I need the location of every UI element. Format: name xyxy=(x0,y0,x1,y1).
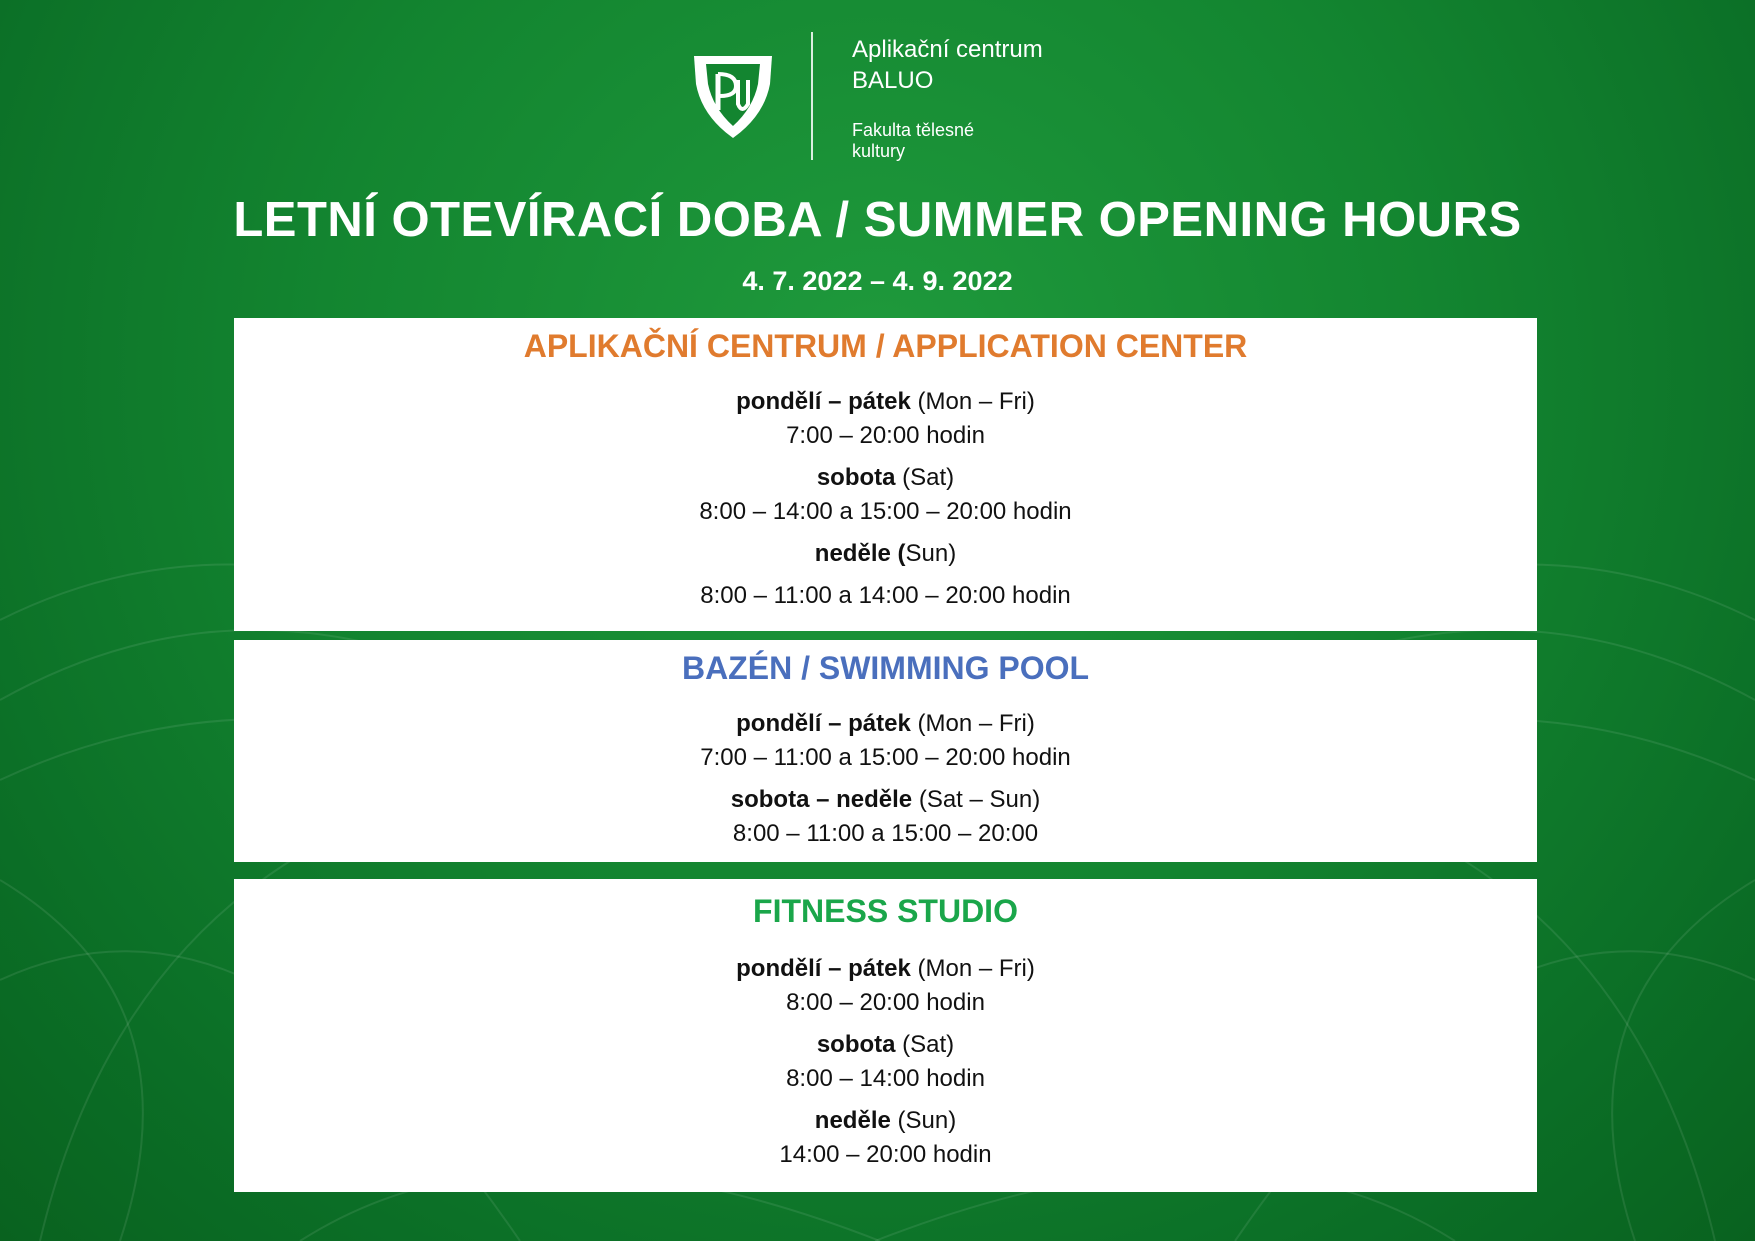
swimming-pool-panel xyxy=(234,640,1537,862)
application-center-heading: APLIKAČNÍ CENTRUM / APPLICATION CENTER xyxy=(523,328,1248,364)
org-name-line1: Aplikační centrum xyxy=(852,36,1043,63)
swimming-pool-heading: BAZÉN / SWIMMING POOL xyxy=(681,650,1090,686)
day-en: (Mon – Fri) xyxy=(910,955,1035,982)
day-cz: neděle ( xyxy=(814,540,906,567)
faculty-line2: kultury xyxy=(852,141,906,161)
day-cz: sobota – neděle xyxy=(730,786,913,813)
schedule-hours: 7:00 – 11:00 a 15:00 – 20:00 hodin xyxy=(700,744,1071,771)
day-cz: sobota xyxy=(816,1031,896,1058)
organization-name xyxy=(852,34,1043,162)
schedule-day xyxy=(234,461,1537,495)
day-cz: pondělí – pátek xyxy=(736,955,911,982)
header-divider xyxy=(811,32,813,160)
day-en: (Sat) xyxy=(895,1031,955,1058)
fitness-studio-heading: FITNESS STUDIO xyxy=(753,893,1018,929)
schedule-hours: 14:00 – 20:00 hodin xyxy=(779,1141,992,1168)
day-cz: sobota xyxy=(816,464,896,491)
schedule-day xyxy=(234,1028,1537,1062)
day-cz: neděle xyxy=(814,1107,891,1134)
schedule-day xyxy=(234,537,1537,571)
schedule-hours: 8:00 – 14:00 hodin xyxy=(786,1065,985,1092)
day-cz: pondělí – pátek xyxy=(736,388,911,415)
schedule-hours: 8:00 – 11:00 a 14:00 – 20:00 hodin xyxy=(700,582,1071,609)
faculty-line1: Fakulta tělesné xyxy=(852,120,975,140)
university-shield-logo-icon xyxy=(690,50,776,140)
date-range: 4. 7. 2022 – 4. 9. 2022 xyxy=(742,266,1013,296)
schedule-hours: 8:00 – 11:00 a 15:00 – 20:00 xyxy=(732,820,1039,847)
day-cz: pondělí – pátek xyxy=(736,710,911,737)
day-en: (Sun) xyxy=(890,1107,957,1134)
org-name-line2: BALUO xyxy=(852,67,934,94)
fitness-studio-panel xyxy=(234,879,1537,1192)
schedule-hours: 8:00 – 20:00 hodin xyxy=(786,989,985,1016)
application-center-panel xyxy=(234,318,1537,631)
day-en: (Mon – Fri) xyxy=(910,710,1035,737)
schedule-day xyxy=(234,707,1537,741)
schedule-day xyxy=(234,783,1537,817)
day-en: Sun) xyxy=(905,540,957,567)
schedule-day xyxy=(234,952,1537,986)
page-title: LETNÍ OTEVÍRACÍ DOBA / SUMMER OPENING HOURS xyxy=(233,193,1522,247)
schedule-hours: 8:00 – 14:00 a 15:00 – 20:00 hodin xyxy=(699,498,1072,525)
header xyxy=(0,0,1755,170)
day-en: (Sat – Sun) xyxy=(912,786,1041,813)
schedule-day xyxy=(234,385,1537,419)
day-en: (Mon – Fri) xyxy=(910,388,1035,415)
schedule-day xyxy=(234,1104,1537,1138)
schedule-hours: 7:00 – 20:00 hodin xyxy=(786,422,985,449)
day-en: (Sat) xyxy=(895,464,955,491)
